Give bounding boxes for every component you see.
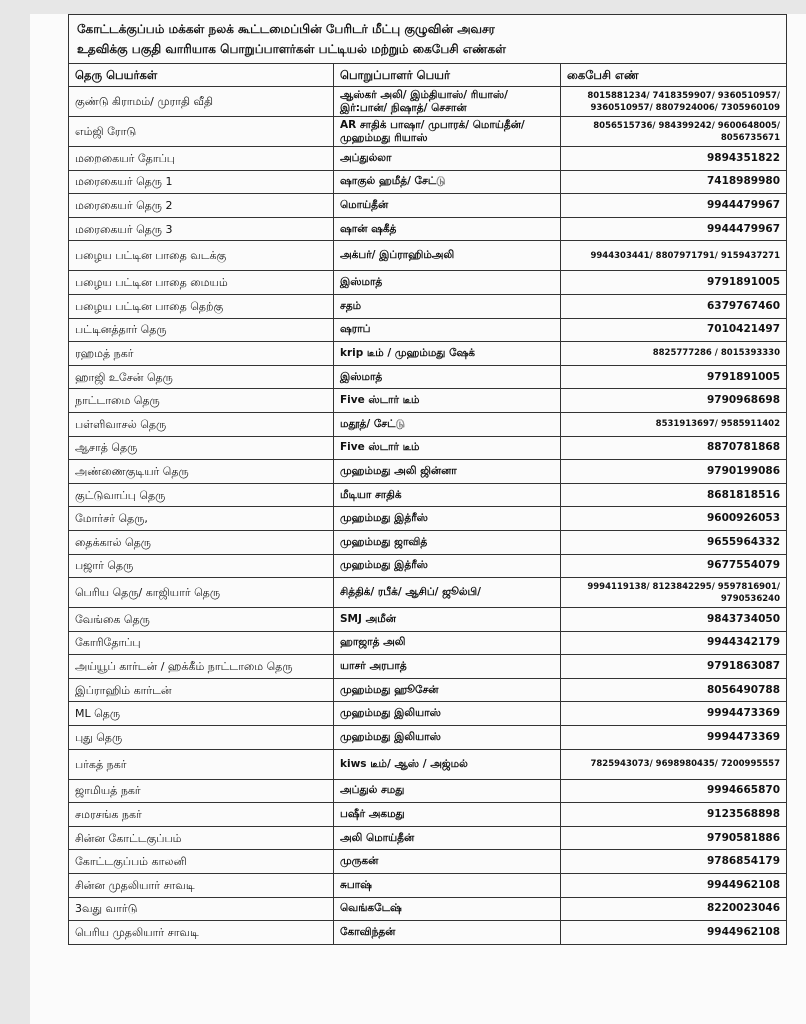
person-name-cell: அக்பர்/ இப்ராஹிம்அலி <box>334 241 561 271</box>
phone-number-cell: 9791891005 <box>561 271 787 295</box>
street-name-cell: குண்டு கிராமம்/ முராதி வீதி <box>69 87 334 117</box>
phone-number-cell: 8825777286 / 8015393330 <box>561 342 787 366</box>
street-name-cell: கோரிதோப்பு <box>69 631 334 655</box>
street-name-cell: மறைகையர் தோப்பு <box>69 147 334 171</box>
street-name-cell: ML தெரு <box>69 702 334 726</box>
person-name-cell: Five ஸ்டார் டீம் <box>334 436 561 460</box>
header-person: பொறுப்பாளர் பெயர் <box>334 64 561 87</box>
street-name-cell: பெரிய முதலியார் சாவடி <box>69 921 334 945</box>
person-name-cell: krip டீம் / முஹம்மது ஷேக் <box>334 342 561 366</box>
phone-number-cell: 9790968698 <box>561 389 787 413</box>
table-row <box>69 631 787 655</box>
street-name-cell: சின்ன கோட்டகுப்பம் <box>69 826 334 850</box>
street-name-cell: அண்ணைகுடியர் தெரு <box>69 460 334 484</box>
table-row <box>69 702 787 726</box>
phone-number-cell: 9655964332 <box>561 530 787 554</box>
document-title <box>69 15 787 64</box>
phone-number-cell: 9994473369 <box>561 702 787 726</box>
street-name-cell: பெரிய தெரு/ காஜியார் தெரு <box>69 578 334 608</box>
phone-number-cell: 9994665870 <box>561 779 787 803</box>
street-name-cell: இப்ராஹிம் கார்டன் <box>69 678 334 702</box>
person-name-cell: வெங்கடேஷ் <box>334 897 561 921</box>
table-row <box>69 117 787 147</box>
person-name-cell: அப்துல்லா <box>334 147 561 171</box>
table-row <box>69 608 787 632</box>
phone-number-cell: 9944962108 <box>561 874 787 898</box>
person-name-cell: ஷாகுல் ஹமீத்/ சேட்டு <box>334 170 561 194</box>
street-name-cell: மோர்சர் தெரு, <box>69 507 334 531</box>
header-phone: கைபேசி எண் <box>561 64 787 87</box>
phone-number-cell: 9791863087 <box>561 655 787 679</box>
table-body <box>69 87 787 945</box>
person-name-cell: இஸ்மாத் <box>334 365 561 389</box>
table-row <box>69 507 787 531</box>
phone-number-cell: 8056515736/ 984399242/ 9600648005/ 8056735671 <box>561 117 787 147</box>
phone-number-cell: 9790581886 <box>561 826 787 850</box>
street-name-cell: எம்ஜி ரோடு <box>69 117 334 147</box>
street-name-cell: சின்ன முதலியார் சாவடி <box>69 874 334 898</box>
table-row <box>69 483 787 507</box>
street-name-cell: பழைய பட்டின பாதை மையம் <box>69 271 334 295</box>
street-name-cell: பள்ளிவாசல் தெரு <box>69 412 334 436</box>
table-row <box>69 921 787 945</box>
street-name-cell: ரஹமத் நகர் <box>69 342 334 366</box>
phone-number-cell: 8531913697/ 9585911402 <box>561 412 787 436</box>
street-name-cell: பட்டினத்தார் தெரு <box>69 318 334 342</box>
street-name-cell: மரைகையர் தெரு 2 <box>69 194 334 218</box>
person-name-cell: முஹம்மது இலியாஸ் <box>334 702 561 726</box>
person-name-cell: மொய்தீன் <box>334 194 561 218</box>
responsibility-table <box>68 14 787 945</box>
phone-number-cell: 7418989980 <box>561 170 787 194</box>
person-name-cell: இஸ்மாத் <box>334 271 561 295</box>
phone-number-cell: 9944962108 <box>561 921 787 945</box>
table-row <box>69 147 787 171</box>
street-name-cell: புது தெரு <box>69 726 334 750</box>
table-row <box>69 217 787 241</box>
person-name-cell: முஹம்மது ஜாவித் <box>334 530 561 554</box>
header-street: தெரு பெயர்கள் <box>69 64 334 87</box>
phone-number-cell: 8681818516 <box>561 483 787 507</box>
table-row <box>69 530 787 554</box>
person-name-cell: ஷராப் <box>334 318 561 342</box>
phone-number-cell: 9994473369 <box>561 726 787 750</box>
table-row <box>69 779 787 803</box>
street-name-cell: நாட்டாமை தெரு <box>69 389 334 413</box>
person-name-cell: பஷீர் அகமது <box>334 803 561 827</box>
street-name-cell: ஆசாத் தெரு <box>69 436 334 460</box>
phone-number-cell: 9994119138/ 8123842295/ 9597816901/ 9790536240 <box>561 578 787 608</box>
table-row <box>69 655 787 679</box>
person-name-cell: சதம் <box>334 294 561 318</box>
table-row <box>69 241 787 271</box>
person-name-cell: சுபாஷ் <box>334 874 561 898</box>
table-row <box>69 342 787 366</box>
title-line-1: கோட்டக்குப்பம் மக்கள் நலக் கூட்டமைப்பின் பேரிடர் மீட்பு குழுவின் அவசர <box>77 22 495 36</box>
street-name-cell: தைக்கால் தெரு <box>69 530 334 554</box>
person-name-cell: ஷான் ஷகீத் <box>334 217 561 241</box>
table-row <box>69 365 787 389</box>
person-name-cell: முஹம்மது அலி ஜின்னா <box>334 460 561 484</box>
table-row <box>69 850 787 874</box>
phone-number-cell: 8870781868 <box>561 436 787 460</box>
phone-number-cell: 9944479967 <box>561 194 787 218</box>
phone-number-cell: 9123568898 <box>561 803 787 827</box>
person-name-cell: ஆஸ்கர் அலி/ இம்தியாஸ்/ ரியாஸ்/ இர்:பான்/ நிஷாத்/ செசான் <box>334 87 561 117</box>
table-row <box>69 389 787 413</box>
phone-number-cell: 8015881234/ 7418359907/ 9360510957/ 9360510957/ 8807924006/ 7305960109 <box>561 87 787 117</box>
table-row <box>69 826 787 850</box>
table-row <box>69 194 787 218</box>
phone-number-cell: 9944342179 <box>561 631 787 655</box>
table-row <box>69 271 787 295</box>
person-name-cell: அலி மொய்தீன் <box>334 826 561 850</box>
person-name-cell: முருகன் <box>334 850 561 874</box>
street-name-cell: பர்கத் நகர் <box>69 749 334 779</box>
street-name-cell: சமரசங்க நகர் <box>69 803 334 827</box>
street-name-cell: 3வது வார்டு <box>69 897 334 921</box>
person-name-cell: முஹம்மது இலியாஸ் <box>334 726 561 750</box>
person-name-cell: SMJ அமீன் <box>334 608 561 632</box>
person-name-cell: கோவிந்தன் <box>334 921 561 945</box>
person-name-cell: AR சாதிக் பாஷா/ முபாரக்/ மொய்தீன்/ முஹம்மது ரியாஸ் <box>334 117 561 147</box>
person-name-cell: முஹம்மது இத்ரீஸ் <box>334 507 561 531</box>
person-name-cell: முஹம்மது ஹூசேன் <box>334 678 561 702</box>
person-name-cell: ஹாஜாத் அலி <box>334 631 561 655</box>
phone-number-cell: 9791891005 <box>561 365 787 389</box>
table-row <box>69 87 787 117</box>
street-name-cell: பழைய பட்டின பாதை வடக்கு <box>69 241 334 271</box>
phone-number-cell: 9786854179 <box>561 850 787 874</box>
street-name-cell: ஹாஜி உசேன் தெரு <box>69 365 334 389</box>
phone-number-cell: 6379767460 <box>561 294 787 318</box>
table-row <box>69 578 787 608</box>
phone-number-cell: 9894351822 <box>561 147 787 171</box>
street-name-cell: குட்டுவாப்பு தெரு <box>69 483 334 507</box>
person-name-cell: மீடியா சாதிக் <box>334 483 561 507</box>
person-name-cell: முஹம்மது இத்ரீஸ் <box>334 554 561 578</box>
street-name-cell: மரைகையர் தெரு 3 <box>69 217 334 241</box>
street-name-cell: கோட்டகுப்பம் காலனி <box>69 850 334 874</box>
table-row <box>69 874 787 898</box>
table-row <box>69 803 787 827</box>
table-row <box>69 897 787 921</box>
phone-number-cell: 9600926053 <box>561 507 787 531</box>
title-line-2: உதவிக்கு பகுதி வாரியாக பொறுப்பாளர்கள் பட்டியல் மற்றும் கைபேசி எண்கள் <box>77 42 506 56</box>
table-row <box>69 412 787 436</box>
street-name-cell: அய்யூப் கார்டன் / ஹக்கீம் நாட்டாமை தெரு <box>69 655 334 679</box>
street-name-cell: மரைகையர் தெரு 1 <box>69 170 334 194</box>
phone-number-cell: 9944303441/ 8807971791/ 9159437271 <box>561 241 787 271</box>
document-page <box>30 14 806 1024</box>
person-name-cell: யாசர் அரபாத் <box>334 655 561 679</box>
table-row <box>69 294 787 318</box>
phone-number-cell: 8220023046 <box>561 897 787 921</box>
phone-number-cell: 9944479967 <box>561 217 787 241</box>
table-row <box>69 170 787 194</box>
street-name-cell: பஜார் தெரு <box>69 554 334 578</box>
phone-number-cell: 9790199086 <box>561 460 787 484</box>
street-name-cell: ஜாமியத் நகர் <box>69 779 334 803</box>
table-row <box>69 678 787 702</box>
phone-number-cell: 8056490788 <box>561 678 787 702</box>
table-row <box>69 749 787 779</box>
table-row <box>69 726 787 750</box>
street-name-cell: வேங்கை தெரு <box>69 608 334 632</box>
person-name-cell: மதூத்/ சேட்டு <box>334 412 561 436</box>
phone-number-cell: 9843734050 <box>561 608 787 632</box>
person-name-cell: Five ஸ்டார் டீம் <box>334 389 561 413</box>
phone-number-cell: 7010421497 <box>561 318 787 342</box>
person-name-cell: அப்துல் சமது <box>334 779 561 803</box>
table-row <box>69 554 787 578</box>
person-name-cell: சித்திக்/ ரபீக்/ ஆசிப்/ ஜூல்பி/ <box>334 578 561 608</box>
table-header-row <box>69 64 787 87</box>
table-row <box>69 318 787 342</box>
table-row <box>69 460 787 484</box>
table-row <box>69 436 787 460</box>
phone-number-cell: 7825943073/ 9698980435/ 7200995557 <box>561 749 787 779</box>
person-name-cell: kiws டீம்/ ஆஸ் / அஜ்மல் <box>334 749 561 779</box>
phone-number-cell: 9677554079 <box>561 554 787 578</box>
street-name-cell: பழைய பட்டின பாதை தெற்கு <box>69 294 334 318</box>
